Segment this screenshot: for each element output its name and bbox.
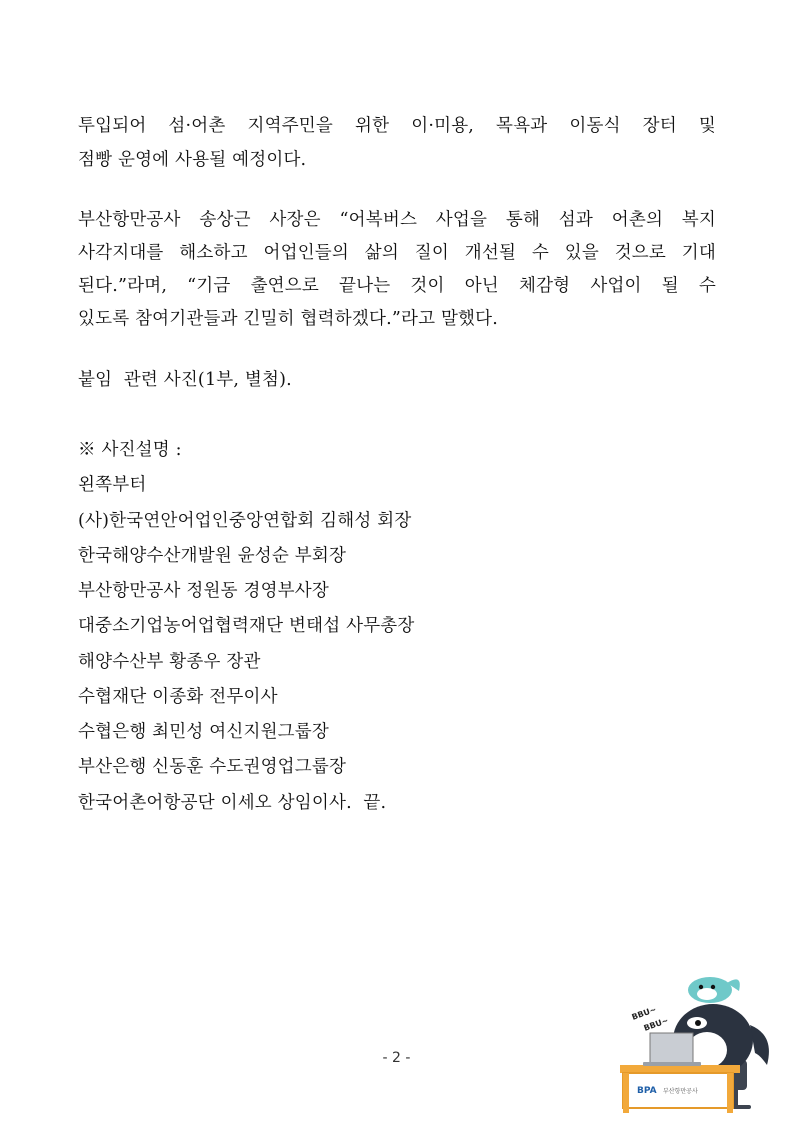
attachment-note: 붙임 관련 사진(1부, 별첨).	[78, 370, 292, 390]
page-number: - 2 -	[382, 1050, 411, 1066]
caption-person: 수협은행 최민성 여신지원그룹장	[78, 722, 329, 742]
desk-logo-text: BPA	[637, 1086, 657, 1096]
paragraph1-line2: 점빵 운영에 사용될 예정이다.	[78, 150, 307, 170]
paragraph1-line1: 투입되어 섬·어촌 지역주민을 위한 이·미용, 목욕과 이동식 장터 및	[78, 116, 716, 136]
caption-person: 수협재단 이종화 전무이사	[78, 687, 278, 707]
paragraph2-line4: 있도록 참여기관들과 긴밀히 협력하겠다.”라고 말했다.	[78, 309, 499, 329]
caption-person: 부산은행 신동훈 수도권영업그룹장	[78, 757, 347, 777]
caption-person: 한국어촌어항공단 이세오 상임이사. 끝.	[78, 793, 387, 813]
caption-person: 한국해양수산개발원 윤성순 부회장	[78, 546, 347, 566]
paragraph2-line2: 사각지대를 해소하고 어업인들의 삶의 질이 개선될 수 있을 것으로 기대	[78, 243, 716, 263]
sound-text-2: BBU~	[642, 1015, 670, 1033]
paragraph2-line1: 부산항만공사 송상근 사장은 “어복버스 사업을 통해 섬과 어촌의 복지	[78, 210, 716, 230]
paragraph2-line3: 된다.”라며, “기금 출연으로 끝나는 것이 아닌 체감형 사업이 될 수	[78, 276, 716, 296]
orca-mascot-illustration	[615, 965, 780, 1115]
sound-text-1: BBU~	[630, 1004, 658, 1022]
desk-logo-subtext: 부산항만공사	[663, 1088, 698, 1095]
caption-person: 부산항만공사 정원동 경영부사장	[78, 581, 329, 601]
caption-person: 해양수산부 황종우 장관	[78, 652, 261, 672]
caption-person: 대중소기업농어업협력재단 변태섭 사무총장	[78, 616, 415, 636]
caption-person: (사)한국연안어업인중앙연합회 김해성 회장	[78, 511, 412, 531]
caption-heading: ※ 사진설명 :	[78, 440, 182, 460]
caption-order: 왼쪽부터	[78, 475, 147, 495]
